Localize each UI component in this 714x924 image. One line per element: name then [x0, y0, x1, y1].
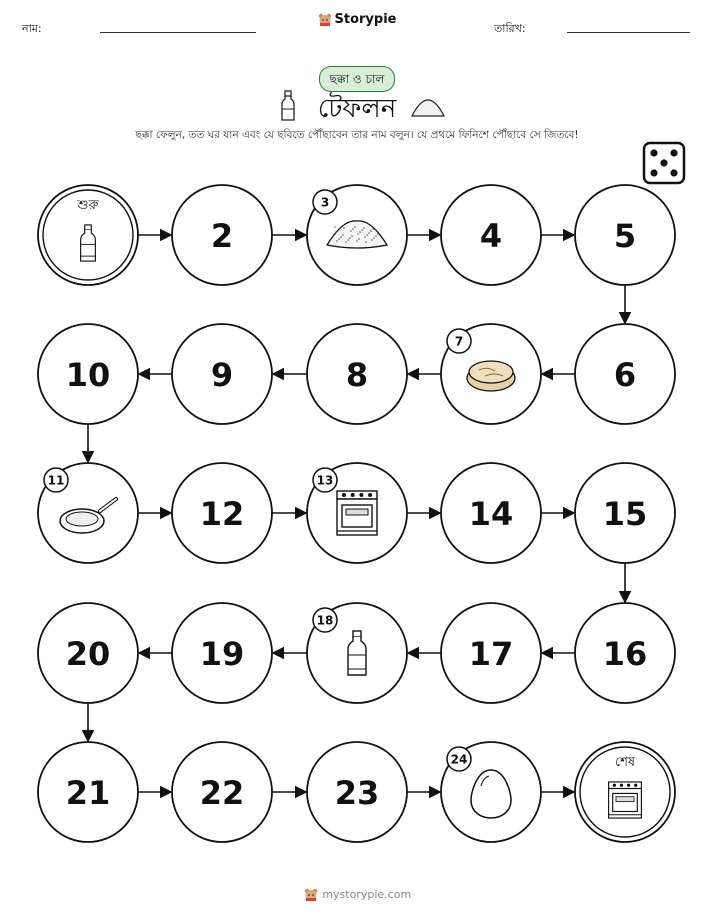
cell-number: 21	[65, 774, 111, 812]
board-cell-8	[307, 324, 407, 424]
cell-number: 19	[199, 635, 245, 673]
board-cell-19	[172, 603, 272, 703]
end-label: শেষ	[614, 755, 636, 770]
board-cell-24	[441, 742, 541, 842]
cell-number: 15	[602, 495, 648, 533]
start-label: শুরু	[77, 198, 99, 213]
cell-number: 2	[210, 217, 234, 255]
board-cell-12	[172, 463, 272, 563]
cell-badge-number: 11	[47, 473, 65, 488]
board-cell-13	[307, 463, 407, 563]
flatbread-icon	[467, 361, 515, 391]
brand-name: Storypie	[334, 12, 397, 27]
board-cell-18	[307, 603, 407, 703]
cell-number: 4	[479, 217, 503, 255]
date-label: তারিখ:	[494, 22, 526, 35]
instructions: ছক্কা ফেলুন, তত ঘর যান এবং যে ছবিতে পৌঁছাবেন তার নাম বলুন। যে প্রথমে ফিনিশে পৌঁছাবে সে জিতবে!	[135, 129, 579, 141]
footer-url: mystorypie.com	[322, 888, 412, 901]
board-cell-6	[575, 324, 675, 424]
cell-number: 22	[199, 774, 245, 812]
cell-number: 9	[210, 356, 234, 394]
board-cell-7	[441, 324, 541, 424]
board-cell-9	[172, 324, 272, 424]
board-cell-11	[38, 463, 138, 563]
cell-number: 14	[468, 495, 514, 533]
board-cell-3	[307, 185, 407, 285]
cell-number: 16	[602, 635, 648, 673]
cell-number: 8	[345, 356, 369, 394]
cell-number: 5	[613, 217, 637, 255]
cell-badge-number: 3	[320, 195, 330, 210]
board-cell-20	[38, 603, 138, 703]
board-cell-15	[575, 463, 675, 563]
cell-number: 12	[199, 495, 245, 533]
board-cell-21	[38, 742, 138, 842]
page-title: টেফলন	[317, 94, 397, 124]
board-cell-22	[172, 742, 272, 842]
cell-number: 6	[613, 356, 637, 394]
footer	[0, 888, 714, 902]
cell-badge-number: 13	[316, 473, 334, 488]
cell-number: 10	[65, 356, 111, 394]
stove-icon	[337, 491, 377, 535]
cell-badge-number: 24	[450, 752, 468, 767]
cell-number: 23	[334, 774, 380, 812]
name-label: নাম:	[22, 22, 42, 35]
footer-bear-icon	[303, 888, 319, 902]
stove-icon	[609, 782, 642, 818]
board-cell-16	[575, 603, 675, 703]
category-tag: ছক্কা ও চাল	[319, 66, 395, 92]
board-cell-5	[575, 185, 675, 285]
cell-number: 17	[468, 635, 514, 673]
board-cell-4	[441, 185, 541, 285]
cell-badge-number: 18	[316, 613, 334, 628]
board-cell-23	[307, 742, 407, 842]
cell-number: 20	[65, 635, 111, 673]
board-cell-10	[38, 324, 138, 424]
board-cell-17	[441, 603, 541, 703]
board-cell-2	[172, 185, 272, 285]
cell-badge-number: 7	[454, 334, 464, 349]
board-cell-25	[575, 742, 675, 842]
board-cell-1	[38, 185, 138, 285]
board-cell-14	[441, 463, 541, 563]
